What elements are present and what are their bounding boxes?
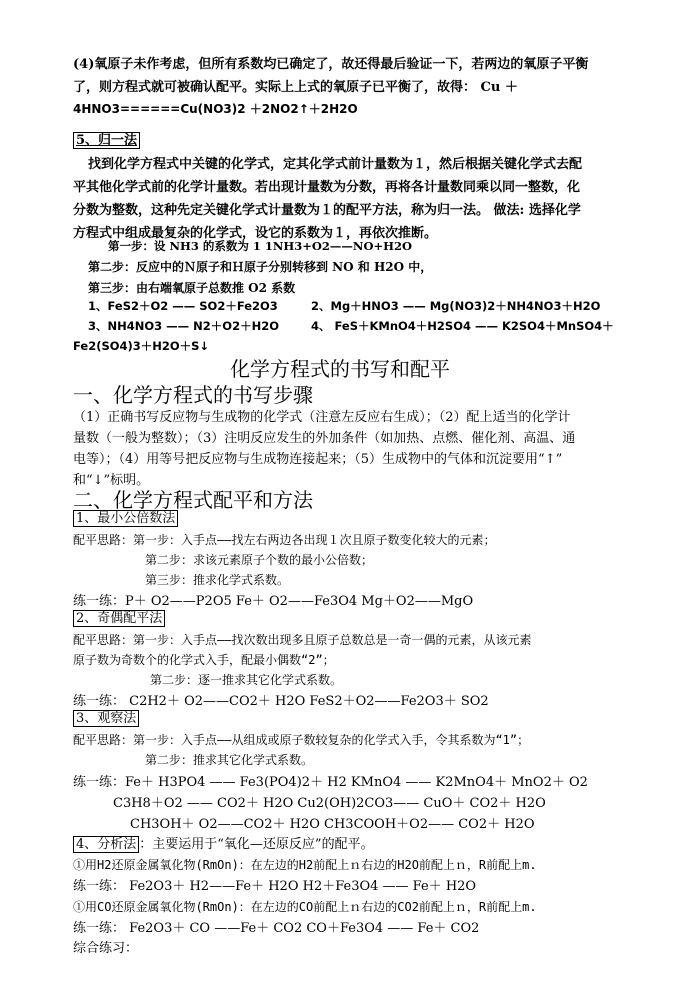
paragraph-line: 分数为整数，这种先定关键化学式计量数为１的配平方法，称为归一法。 做法: 选择化学 <box>73 203 581 218</box>
text-line: ①用H2还原金属氧化物(RmOn)：在左边的H2前配上ｎ右边的H2O前配上ｎ，R前配上m. <box>73 858 537 872</box>
text-line: 了，则方程式就可被确认配平。实际上上式的氧原子已平衡了，故得： Cu ＋ <box>73 80 518 95</box>
text-line: 第二步：求该元素原子个数的最小公倍数； <box>145 553 374 567</box>
equation-line: 4HNO3======Cu(NO3)2 ＋2NO2↑＋2H2O <box>73 102 358 116</box>
text-line: 电等）；（4）用等号把反应物与生成物连接起来；（5）生成物中的气体和沉淀要用“↑” <box>73 452 563 467</box>
text-line: (4)氧原子未作考虑，但所有系数均已确定了，故还得最后验证一下，若两边的氧原子平衡 <box>73 57 589 72</box>
section-heading: 一、化学方程式的书写步骤 <box>73 383 313 407</box>
exercise-item: 2、Mg＋HNO3 —— Mg(NO3)2＋NH4NO3＋H2O <box>311 299 601 313</box>
method-title: 3、观察法 <box>73 711 139 727</box>
exercise-line: 练一练： Fe2O3＋ H2——Fe＋ H2O H2＋Fe3O4 —— Fe＋ H2O <box>73 879 477 894</box>
text-line: 和“↓”标明。 <box>73 473 150 488</box>
exercise-line: C3H8＋O2 —— CO2＋ H2O Cu2(OH)2CO3—— CuO＋ CO2＋ H2O <box>113 796 546 811</box>
method-title: 4、分析法 ：主要运用于“氧化—还原反应”的配平。 <box>73 837 374 853</box>
step-line: 第三步：由右端氧原子总数推 O2 系数 <box>88 281 296 295</box>
text-line: （1）正确书写反应物与生成物的化学式（注意左反应右生成）；（2）配上适当的化学计 <box>73 410 571 425</box>
text-line: 原子数为奇数个的化学式入手，配最小偶数“2”； <box>73 653 335 667</box>
text-line: 配平思路：第一步：入手点——找左右两边各出现１次且原子数变化较大的元素； <box>73 533 496 547</box>
paragraph-line: 方程式中组成最复杂的化学式，设它的系数为１，再依次推断。 <box>73 226 438 241</box>
text-line: 第二步：逐一推求其它化学式系数。 <box>150 673 343 687</box>
text-line: 配平思路：第一步：入手点——从组成或原子数较复杂的化学式入手，令其系数为“1”； <box>73 733 530 747</box>
step-line: 第一步：设 NH3 的系数为 1 1NH3+O2——NO+H2O <box>108 239 412 253</box>
exercise-line: 练一练： Fe2O3＋ CO ——Fe＋ CO2 CO＋Fe3O4 —— Fe＋ CO2 <box>73 921 480 936</box>
text-line: 第二步：推求其它化学式系数。 <box>145 753 314 767</box>
text-line: 配平思路：第一步：入手点——找次数出现多且原子总数总是一奇一偶的元素，从该元素 <box>73 633 532 647</box>
text-line: 量数（一般为整数）；（3）注明反应发生的外加条件（如加热、点燃、催化剂、高温、通 <box>73 431 576 446</box>
exercise-item: 1、FeS2＋O2 —— SO2＋Fe2O3 <box>88 299 278 313</box>
step-line: 第二步：反应中的Ｎ原子和Ｈ原子分别转移到 NO 和 H2O 中， <box>88 260 433 274</box>
exercise-item: 3、NH4NO3 —— N2＋O2＋H2O <box>88 319 279 333</box>
paragraph-line: 找到化学方程式中关键的化学式，定其化学式前计量数为１，然后根据关键化学式去配 <box>88 157 583 172</box>
method-title: 2、奇偶配平法 <box>73 611 165 627</box>
text-line: 综合练习： <box>73 941 139 956</box>
text-line: 第三步：推求化学式系数。 <box>145 573 290 587</box>
section-5-title: 5、归一法 <box>73 133 140 149</box>
exercise-line: 练一练：Fe＋ H3PO4 —— Fe3(PO4)2＋ H2 KMnO4 —— K2MnO4＋ MnO2＋ O2 <box>73 775 588 790</box>
exercise-item: 4、 FeS＋KMnO4＋H2SO4 —— K2SO4＋MnSO4＋ <box>311 319 614 333</box>
section-heading: 二、化学方程式配平和方法 <box>73 488 313 512</box>
exercise-line: 练一练：P＋ O2——P2O5 Fe＋ O2——Fe3O4 Mg＋O2——MgO <box>73 594 474 609</box>
exercise-line: 练一练： C2H2＋ O2——CO2＋ H2O FeS2＋O2——Fe2O3＋ SO2 <box>73 694 489 709</box>
text-line: ①用CO还原金属氧化物(RmOn)：在左边的CO前配上ｎ右边的CO2前配上ｎ，R前配上m. <box>73 900 537 914</box>
method-title: 1、最小公倍数法 <box>73 511 178 527</box>
paragraph-line: 平其他化学式前的化学计量数。若出现计量数为分数，再将各计量数同乘以同一整数，化 <box>73 180 581 195</box>
exercise-line: CH3OH＋ O2——CO2＋ H2O CH3COOH＋O2—— CO2＋ H2O <box>130 817 535 832</box>
page-title: 化学方程式的书写和配平 <box>230 357 450 381</box>
exercise-item: Fe2(SO4)3＋H2O＋S↓ <box>73 339 210 353</box>
